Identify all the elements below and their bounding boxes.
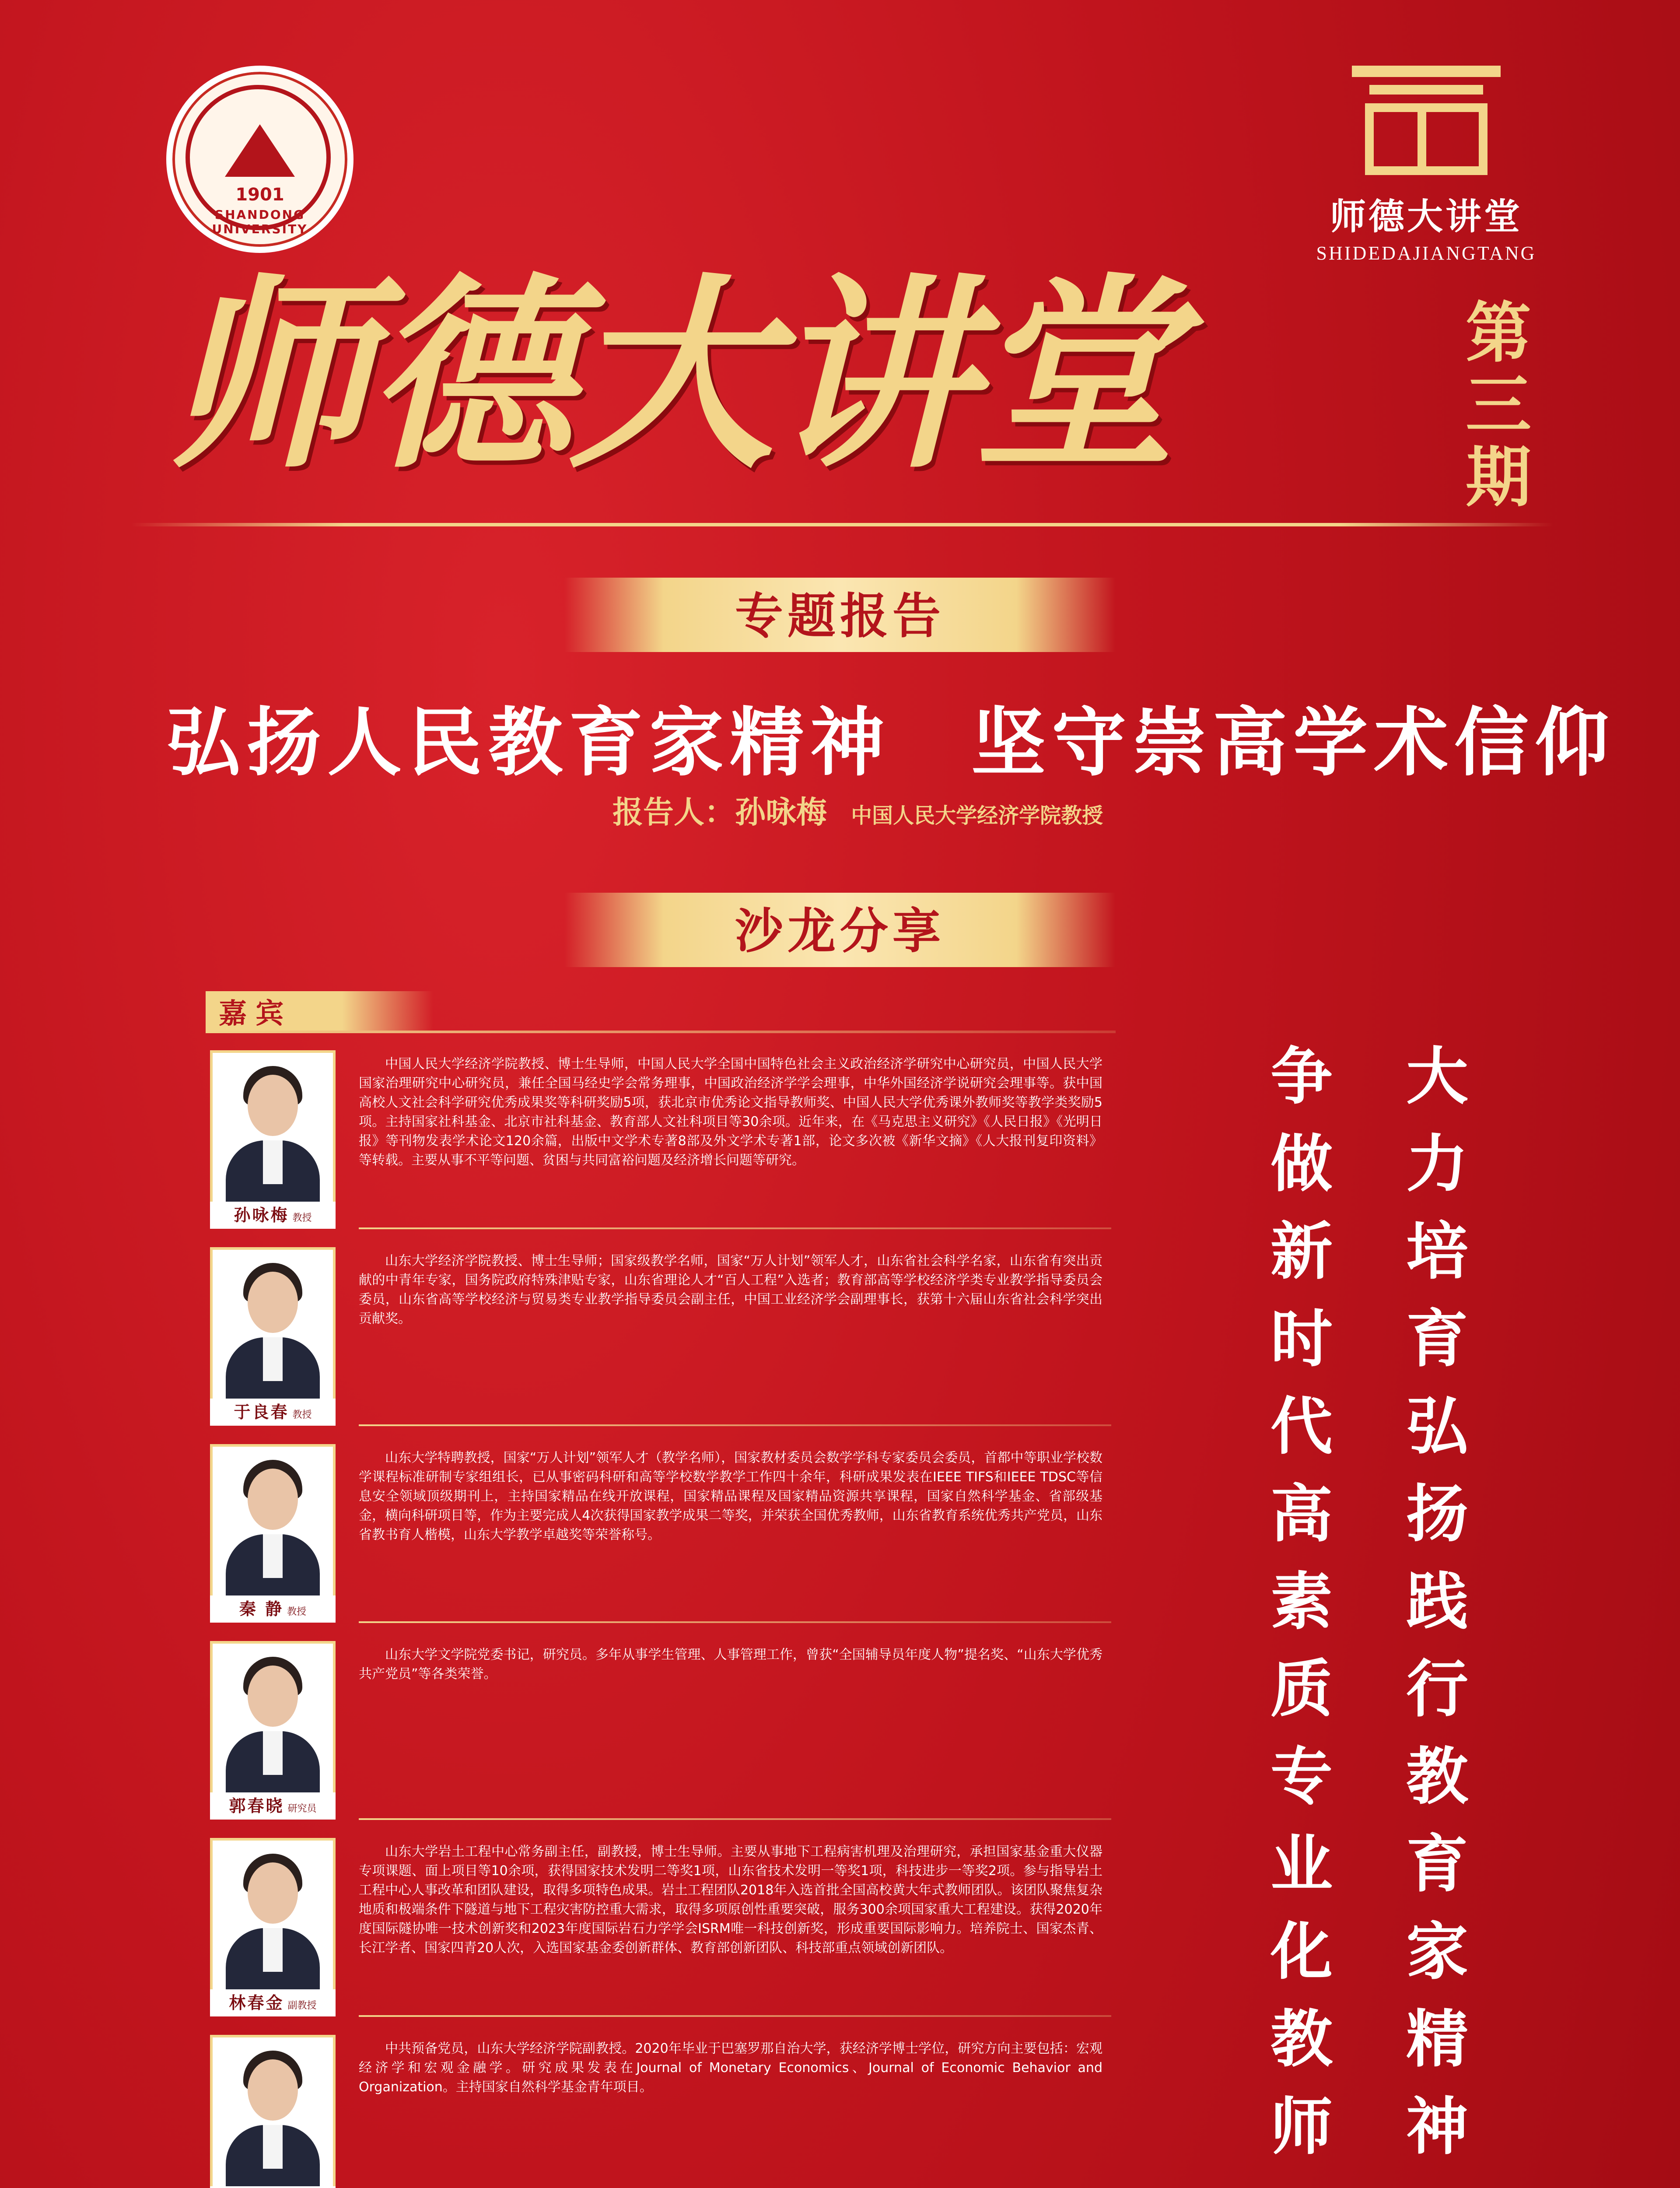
issue-char: 第 xyxy=(1465,295,1531,372)
slogan-char: 弘 xyxy=(1406,1390,1468,1463)
slogan-char: 育 xyxy=(1406,1828,1468,1900)
slogan-char: 神 xyxy=(1406,2090,1468,2163)
guest-bio: 山东大学文学院党委书记，研究员。多年从事学生管理、人事管理工作，曾获“全国辅导员年度人物”提名奖、“山东大学优秀共产党员”等各类荣誉。 xyxy=(359,1647,1102,1682)
guest-bio: 山东大学岩土工程中心常务副主任，副教授，博士生导师。主要从事地下工程病害机理及治理研究，承担国家基金重大仪器专项课题、面上项目等10余项，获得国家技术发明二等奖1项，山东省技术发明一等奖1项，科技进步一等奖2项。参与指导岩土工程中心人事改革和团队建设，取得多项特色成果。岩土工程团队2018年入选首批全国高校黄大年式教师团队。该团队聚焦复杂地质和极端条件下隧道与地下工程灾害防控重大需求，取得多项原创性重要突破，服务300余项国家重大工程建设。获得2020年度国际隧协唯一技术创新奖和2023年度国际岩石力学学会ISRM唯一科技创新奖，形成重要国际影响力。培养院士、国家杰青、长江学者、国家四青20人次，入选国家基金委创新群体、教育部创新团队、科技部重点领域创新团队。 xyxy=(359,1844,1102,1956)
guests-tag: 嘉宾 xyxy=(206,991,433,1031)
issue-char: 三 xyxy=(1465,368,1531,444)
guest-caption: 孙咏梅 教授 xyxy=(210,1202,336,1229)
slogan-char: 教 xyxy=(1270,2003,1333,2076)
slogan-char: 素 xyxy=(1270,1565,1333,1638)
slogan-char: 时 xyxy=(1270,1303,1333,1375)
page-title: 师德大讲堂 xyxy=(166,256,1172,496)
slogan-char: 精 xyxy=(1406,2003,1468,2076)
brand-subtitle: SHIDEDAJIANGTANG xyxy=(1316,242,1536,264)
guest-bio: 中国人民大学经济学院教授、博士生导师，中国人民大学全国中国特色社会主义政治经济学研究中心研究员，中国人民大学国家治理研究中心研究员，兼任全国马经史学会常务理事，中国政治经济学学会理事，中华外国经济学说研究会理事等。获中国高校人文社会科学研究优秀成果奖等科研奖励5项，获北京市优秀论文指导教师奖、中国人民大学优秀课外教师奖等教学类奖励5项。主持国家社科基金、北京市社科基金、教育部人文社科项目等30余项。近年来，在《马克思主义研究》《人民日报》《光明日报》等刊物发表学术论文120余篇，出版中文学术专著8部及外文学术专著1部，论文多次被《新华文摘》《人大报刊复印资料》等转载。主要从事不平等问题、贫困与共同富裕问题及经济增长问题等研究。 xyxy=(359,1056,1102,1168)
guest-photo xyxy=(210,2035,336,2188)
guest-separator xyxy=(359,1227,1111,1229)
guest-card xyxy=(210,1247,1120,1431)
slogan-char: 扬 xyxy=(1406,1478,1468,1550)
reporter-line xyxy=(612,788,1531,832)
guest-caption: 秦 静 教授 xyxy=(210,1595,336,1623)
slogan-char: 育 xyxy=(1406,1303,1468,1375)
slogan-char: 高 xyxy=(1270,1478,1333,1550)
university-logo xyxy=(166,66,354,253)
guest-bio: 山东大学经济学院教授、博士生导师；国家级教学名师，国家“万人计划”领军人才，山东省社会科学名家，山东省有突出贡献的中青年专家，国务院政府特殊津贴专家，山东省理论人才“百人工程”入选者；教育部高等学校经济学类专业教学指导委员会委员，山东省高等学校经济与贸易类专业教学指导委员会副主任，中国工业经济学会副理事长，获第十六届山东省社会科学突出贡献奖。 xyxy=(359,1253,1102,1326)
guest-caption xyxy=(210,2186,336,2188)
brand-title: 师德大讲堂 xyxy=(1330,196,1522,238)
slogan-char: 行 xyxy=(1406,1653,1468,1725)
guest-separator xyxy=(359,1818,1111,1820)
reporter-name: 报告人：孙咏梅 xyxy=(612,794,827,830)
guest-card xyxy=(210,2035,1120,2188)
slogan-char: 力 xyxy=(1406,1128,1468,1200)
guest-photo xyxy=(210,1641,336,1795)
slogan-char: 培 xyxy=(1406,1215,1468,1288)
guest-photo xyxy=(210,1050,336,1204)
report-section-banner: 专题报告 xyxy=(564,578,1116,652)
guest-caption: 林春金 副教授 xyxy=(210,1989,336,2016)
slogan-char: 教 xyxy=(1406,1740,1468,1813)
salon-section-banner: 沙龙分享 xyxy=(564,893,1116,967)
logo-name: SHANDONG UNIVERSITY xyxy=(212,207,308,236)
guest-caption: 于良春 教授 xyxy=(210,1399,336,1426)
brand-logo xyxy=(1312,66,1540,267)
guest-bio: 中共预备党员，山东大学经济学院副教授。2020年毕业于巴塞罗那自治大学，获经济学博士学位，研究方向主要包括：宏观经济学和宏观金融学。研究成果发表在Journal of Monetary Economics、Journal of Economic Behavior and Organization。主持国家自然科学基金青年项目。 xyxy=(359,2041,1102,2095)
slogan-char: 业 xyxy=(1270,1828,1333,1900)
issue-char: 期 xyxy=(1465,440,1531,516)
guest-separator xyxy=(359,1621,1111,1623)
guest-caption: 郭春晓 研究员 xyxy=(210,1792,336,1820)
slogan-char: 做 xyxy=(1270,1128,1333,1200)
logo-year: 1901 xyxy=(235,185,284,205)
slogan-char: 专 xyxy=(1270,1740,1333,1813)
slogan-char: 质 xyxy=(1270,1653,1333,1725)
slogan-char: 代 xyxy=(1270,1390,1333,1463)
guest-separator xyxy=(359,2015,1111,2017)
guest-photo xyxy=(210,1247,336,1401)
guest-card xyxy=(210,1050,1120,1234)
guest-card xyxy=(210,1641,1120,1825)
guest-separator xyxy=(359,1424,1111,1426)
issue-number xyxy=(1461,295,1536,516)
guests-divider xyxy=(206,1031,1116,1033)
slogan-right xyxy=(1396,1033,1479,2170)
slogan-char: 大 xyxy=(1406,1040,1468,1113)
slogan-char: 化 xyxy=(1270,1915,1333,1988)
title-divider xyxy=(131,523,1553,526)
slogan-char: 争 xyxy=(1270,1040,1333,1113)
guest-card xyxy=(210,1444,1120,1628)
guest-photo xyxy=(210,1444,336,1598)
slogan-char: 家 xyxy=(1406,1915,1468,1988)
guest-bio: 山东大学特聘教授，国家“万人计划”领军人才（教学名师），国家教材委员会数学学科专家委员会委员，首都中等职业学校数学课程标准研制专家组组长，已从事密码科研和高等学校数学教学工作四十余年，科研成果发表在IEEE TIFS和IEEE TDSC等信息安全领域顶级期刊上，主持国家精品在线开放课程，国家精品课程及国家精品资源共享课程，国家自然科学基金、省部级基金，横向科研项目等，作为主要完成人4次获得国家教学成果二等奖，并荣获全国优秀教师，山东省教育系统优秀共产党员，山东省教书育人楷模，山东大学教学卓越奖等荣誉称号。 xyxy=(359,1450,1102,1543)
guest-card xyxy=(210,1838,1120,2022)
mountain-icon xyxy=(225,124,295,177)
reporter-affiliation: 中国人民大学经济学院教授 xyxy=(851,803,1103,828)
report-title: 弘扬人民教育家精神 坚守崇高学术信仰 xyxy=(166,699,1616,786)
slogan-char: 践 xyxy=(1406,1565,1468,1638)
pavilion-icon xyxy=(1352,66,1501,175)
guest-photo xyxy=(210,1838,336,1992)
slogan-char: 新 xyxy=(1270,1215,1333,1288)
slogan-char: 师 xyxy=(1270,2090,1333,2163)
slogan-left xyxy=(1260,1033,1343,2170)
